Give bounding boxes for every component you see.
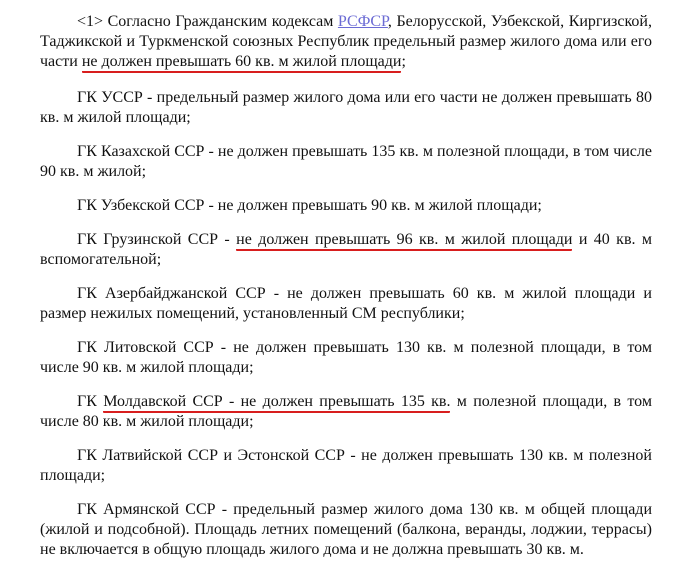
- paragraph-armenian-ssr: ГК Армянской ССР - предельный размер жилого дома 130 кв. м общей площади (жилой и подсобной). Площадь летних помещений (балкона, веранды, лоджии, террасы) не включается в общую площадь жилого дома и не должна превышать 30 кв. м.: [40, 501, 652, 558]
- footnote-paragraph: [40, 12, 652, 72]
- paragraph-georgian-ssr: [40, 230, 652, 270]
- paragraph-ukrainian-ssr: ГК УССР - предельный размер жилого дома или его части не должен превышать 80 кв. м жилой площади;: [40, 89, 652, 126]
- paragraph-lithuanian-ssr: ГК Литовской ССР - не должен превышать 130 кв. м полезной площади, в том числе 90 кв. м жилой площади;: [40, 339, 652, 376]
- paragraph-latvian-estonian-ssr: ГК Латвийской ССР и Эстонской ССР - не должен превышать 130 кв. м полезной площади;: [40, 447, 652, 484]
- highlighted-limit-text: не должен превышать 60 кв. м жилой площади: [82, 53, 402, 73]
- paragraph-kazakh-ssr: ГК Казахской ССР - не должен превышать 135 кв. м полезной площади, в том числе 90 кв. м жилой;: [40, 143, 652, 180]
- paragraph-moldavian-ssr: [40, 392, 652, 432]
- highlighted-limit-text: Молдавской ССР - не должен превышать 135 кв.: [103, 393, 450, 413]
- footnote-republics-text: , Белорусской, Узбекской, Киргизской, Таджикской и Туркменской союзных Республик предельный размер жилого дома или его части: [40, 13, 652, 70]
- georgian-suffix-text: и 40 кв. м вспомогательной;: [40, 231, 653, 268]
- footnote-marker: <1>: [77, 13, 104, 30]
- rsfsr-link[interactable]: РСФСР: [337, 13, 388, 30]
- footnote-end-text: ;: [401, 53, 406, 70]
- paragraph-uzbek-ssr: ГК Узбекской ССР - не должен превышать 90 кв. м жилой площади;: [77, 197, 542, 214]
- paragraph-azerbaijan-ssr: ГК Азербайджанской ССР - не должен превышать 60 кв. м жилой площади и размер нежилых помещений, установленный СМ республики;: [40, 285, 652, 322]
- moldavian-prefix-text: ГК: [77, 393, 104, 410]
- highlighted-limit-text: не должен превышать 96 кв. м жилой площади: [236, 231, 572, 251]
- document-body: [40, 12, 652, 574]
- georgian-prefix-text: ГК Грузинской ССР -: [77, 231, 237, 248]
- footnote-intro-text: Согласно Гражданским кодексам: [103, 13, 338, 30]
- moldavian-suffix-text: м полезной площади, в том числе 80 кв. м жилой площади;: [40, 393, 652, 430]
